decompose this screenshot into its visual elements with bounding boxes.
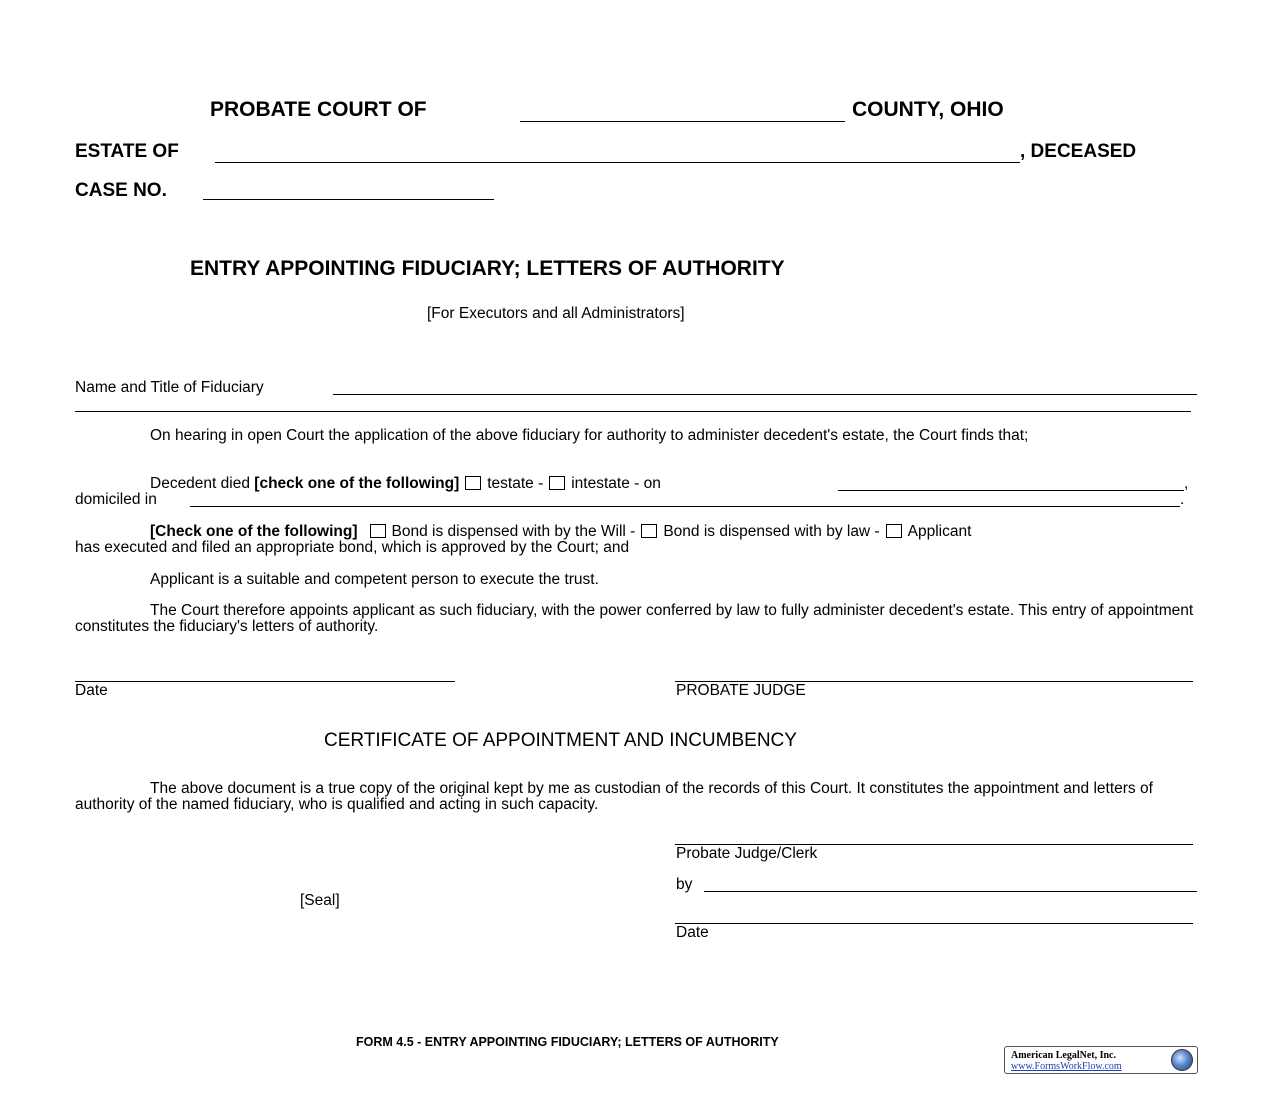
date-of-death-blank[interactable] xyxy=(838,490,1184,491)
estate-blank[interactable] xyxy=(215,162,1020,163)
form-title: ENTRY APPOINTING FIDUCIARY; LETTERS OF AUTHORITY xyxy=(190,257,785,280)
testate-checkbox[interactable] xyxy=(465,476,481,490)
estate-label: ESTATE OF xyxy=(75,141,179,162)
globe-icon xyxy=(1171,1049,1193,1071)
certificate-title: CERTIFICATE OF APPOINTMENT AND INCUMBENCY xyxy=(324,730,797,751)
logo-url[interactable]: www.FormsWorkFlow.com xyxy=(1011,1061,1122,1072)
suitable-paragraph: Applicant is a suitable and competent person to execute the trust. xyxy=(150,571,599,588)
intestate-label: intestate - on xyxy=(571,475,661,492)
check-one-instruction: [check one of the following] xyxy=(254,475,460,492)
certificate-text: The above document is a true copy of the original kept by me as custodian of the records of this Court. It constitutes the appointment and letters of authority of the named fiduciary, who is qualified and acting in such capacity. xyxy=(75,780,1153,813)
deceased-label: , DECEASED xyxy=(1020,141,1137,162)
clerk-label: Probate Judge/Clerk xyxy=(676,845,818,862)
check-one-instruction-b: [Check one of the following] xyxy=(150,523,358,540)
certificate-date-label: Date xyxy=(676,924,709,941)
certificate-date-line[interactable] xyxy=(675,923,1193,924)
fiduciary-name-blank[interactable] xyxy=(333,394,1197,395)
court-suffix: COUNTY, OHIO xyxy=(852,98,1004,121)
by-label: by xyxy=(676,876,693,893)
footer-form-title: FORM 4.5 - ENTRY APPOINTING FIDUCIARY; LETTERS OF AUTHORITY xyxy=(356,1035,779,1049)
seal-label: [Seal] xyxy=(300,892,340,909)
decedent-died-line xyxy=(150,475,661,493)
case-number-blank[interactable] xyxy=(203,199,494,200)
county-blank[interactable] xyxy=(520,121,845,122)
testate-label: testate - xyxy=(487,475,544,492)
fiduciary-name-blank-2[interactable] xyxy=(75,411,1191,412)
bond-will-checkbox[interactable] xyxy=(370,524,386,538)
applicant-word: Applicant xyxy=(907,523,972,540)
legalnet-logo[interactable] xyxy=(1004,1046,1198,1074)
probate-judge-label: PROBATE JUDGE xyxy=(676,682,806,699)
court-prefix: PROBATE COURT OF xyxy=(210,98,427,121)
bond-law-label: Bond is dispensed with by law - xyxy=(663,523,880,540)
bond-law-checkbox[interactable] xyxy=(641,524,657,538)
case-label: CASE NO. xyxy=(75,180,167,201)
period: . xyxy=(1180,491,1185,508)
form-subtitle: [For Executors and all Administrators] xyxy=(427,305,685,322)
appoints-paragraph: The Court therefore appoints applicant as such fiduciary, with the power conferred by law to fully administer decedent's estate. This entry of appointment constitutes the fiduciary's letters of authority. xyxy=(75,602,1194,635)
date-label: Date xyxy=(75,682,108,699)
died-prefix: Decedent died xyxy=(150,475,250,492)
bond-will-label: Bond is dispensed with by the Will - xyxy=(391,523,636,540)
domiciled-label: domiciled in xyxy=(75,491,157,508)
domicile-blank[interactable] xyxy=(190,506,1180,507)
intestate-checkbox[interactable] xyxy=(549,476,565,490)
bond-executed-text: has executed and filed an appropriate bond, which is approved by the Court; and xyxy=(75,539,630,556)
fiduciary-label: Name and Title of Fiduciary xyxy=(75,379,264,396)
hearing-paragraph: On hearing in open Court the application of the above fiduciary for authority to administer decedent's estate, the Court finds that; xyxy=(150,427,1029,444)
by-signature-line[interactable] xyxy=(704,891,1197,892)
logo-company-name: American LegalNet, Inc. xyxy=(1011,1050,1116,1061)
bond-executed-checkbox[interactable] xyxy=(886,524,902,538)
comma: , xyxy=(1184,475,1189,492)
date-signature-line[interactable] xyxy=(75,681,455,682)
